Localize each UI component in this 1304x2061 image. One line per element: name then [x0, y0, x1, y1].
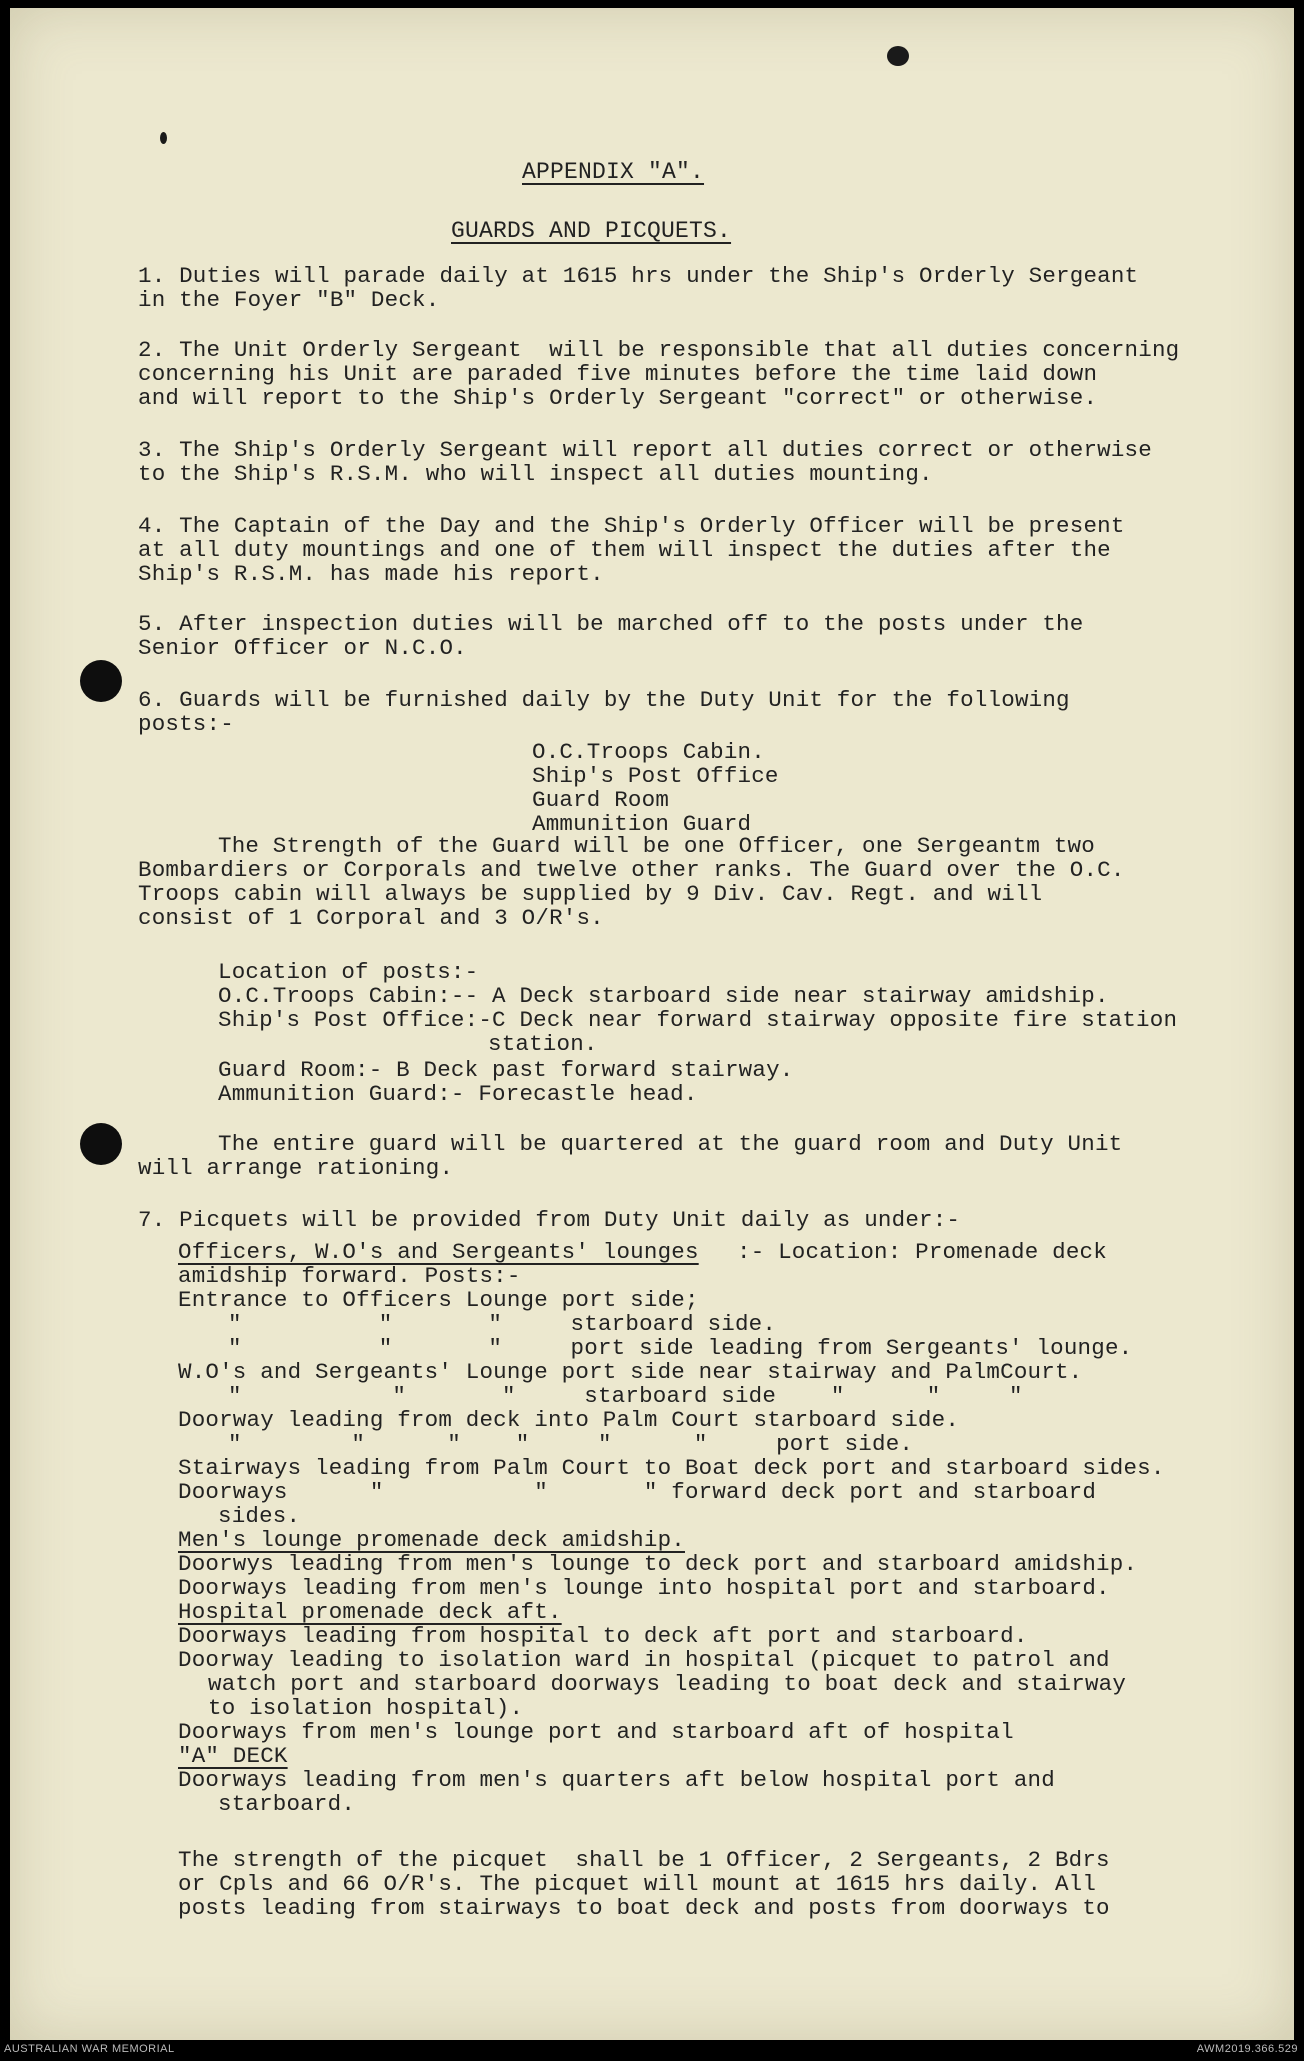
text-line: or Cpls and 66 O/R's. The picquet will mount at 1615 hrs daily. All — [178, 1871, 1097, 1897]
text-line: to the Ship's R.S.M. who will inspect all duties mounting. — [138, 461, 933, 487]
subheading: "A" DECK — [178, 1743, 288, 1769]
footer-source: AUSTRALIAN WAR MEMORIAL — [4, 2043, 175, 2055]
text-line: watch port and starboard doorways leading to boat deck and stairway — [208, 1671, 1127, 1697]
text-line: " " " " " " port side. — [228, 1431, 914, 1457]
text-line: Ammunition Guard:- Forecastle head. — [218, 1081, 698, 1107]
text-line: Troops cabin will always be supplied by 9 Div. Cav. Regt. and will — [138, 881, 1043, 907]
text-line: concerning his Unit are paraded five minutes before the time laid down — [138, 361, 1098, 387]
section-title: GUARDS AND PICQUETS. — [451, 218, 732, 244]
text-line: Doorways leading from men's quarters aft below hospital port and — [178, 1767, 1055, 1793]
ink-speck — [160, 132, 167, 144]
appendix-title: APPENDIX "A". — [522, 159, 705, 185]
text-line: posts:- — [138, 711, 234, 737]
text-line: consist of 1 Corporal and 3 O/R's. — [138, 905, 604, 931]
text-line: 3. The Ship's Orderly Sergeant will report all duties correct or otherwise — [138, 437, 1152, 463]
text-line: Doorways leading from hospital to deck aft port and starboard. — [178, 1623, 1028, 1649]
ink-blot — [887, 46, 909, 66]
subheading: Hospital promenade deck aft. — [178, 1599, 562, 1625]
text-line: 1. Duties will parade daily at 1615 hrs under the Ship's Orderly Sergeant — [138, 263, 1139, 289]
text-line: will arrange rationing. — [138, 1155, 454, 1181]
text-line: 7. Picquets will be provided from Duty Unit daily as under:- — [138, 1207, 961, 1233]
text-line: and will report to the Ship's Orderly Sergeant "correct" or otherwise. — [138, 385, 1098, 411]
text-line: to isolation hospital). — [208, 1695, 524, 1721]
text-line: Guard Room:- B Deck past forward stairway. — [218, 1057, 794, 1083]
footer-reference: AWM2019.366.529 — [1196, 2043, 1298, 2055]
subheading: Officers, W.O's and Sergeants' lounges — [178, 1239, 699, 1265]
post-item: Ammunition Guard — [532, 811, 752, 837]
text-line: The entire guard will be quartered at the guard room and Duty Unit — [218, 1131, 1123, 1157]
document-page — [10, 8, 1294, 2040]
text-line: Doorway leading from deck into Palm Court starboard side. — [178, 1407, 960, 1433]
text-line: sides. — [218, 1503, 301, 1529]
text-line: Doorways from men's lounge port and starboard aft of hospital — [178, 1719, 1014, 1745]
text-line: Entrance to Officers Lounge port side; — [178, 1287, 699, 1313]
text-line: W.O's and Sergeants' Lounge port side near stairway and PalmCourt. — [178, 1359, 1083, 1385]
text-line: Ship's R.S.M. has made his report. — [138, 561, 604, 587]
text-line: posts leading from stairways to boat deck and posts from doorways to — [178, 1895, 1110, 1921]
text-line: Doorways leading from men's lounge into hospital port and starboard. — [178, 1575, 1110, 1601]
text-line: Stairways leading from Palm Court to Boat deck port and starboard sides. — [178, 1455, 1165, 1481]
text-line: starboard. — [218, 1791, 356, 1817]
text-line: Bombardiers or Corporals and twelve other ranks. The Guard over the O.C. — [138, 857, 1125, 883]
text-line: O.C.Troops Cabin:-- A Deck starboard side near stairway amidship. — [218, 983, 1109, 1009]
text-line: Doorways " " " forward deck port and starboard — [178, 1479, 1097, 1505]
text-line: Doorwys leading from men's lounge to deck port and starboard amidship. — [178, 1551, 1138, 1577]
text-line: station. — [488, 1031, 598, 1057]
text-line: " " " starboard side " " " — [228, 1383, 1023, 1409]
post-item: Guard Room — [532, 787, 670, 813]
text-line: " " " starboard side. — [228, 1311, 777, 1337]
text-line: The strength of the picquet shall be 1 Officer, 2 Sergeants, 2 Bdrs — [178, 1847, 1110, 1873]
text-line: in the Foyer "B" Deck. — [138, 287, 440, 313]
text-line: 5. After inspection duties will be marched off to the posts under the — [138, 611, 1084, 637]
post-item: O.C.Troops Cabin. — [532, 739, 765, 765]
punch-hole-top — [80, 660, 122, 702]
text-line: Ship's Post Office:-C Deck near forward stairway opposite fire station — [218, 1007, 1178, 1033]
text-line: :- Location: Promenade deck — [737, 1239, 1107, 1265]
subheading: Men's lounge promenade deck amidship. — [178, 1527, 685, 1553]
text-line: 2. The Unit Orderly Sergeant will be responsible that all duties concerning — [138, 337, 1180, 363]
text-line: Senior Officer or N.C.O. — [138, 635, 467, 661]
text-line: 6. Guards will be furnished daily by the Duty Unit for the following — [138, 687, 1070, 713]
punch-hole-bottom — [80, 1123, 122, 1165]
text-line: 4. The Captain of the Day and the Ship's Orderly Officer will be present — [138, 513, 1125, 539]
text-line: Location of posts:- — [218, 959, 479, 985]
text-line: Doorway leading to isolation ward in hospital (picquet to patrol and — [178, 1647, 1110, 1673]
text-line: " " " port side leading from Sergeants' lounge. — [228, 1335, 1133, 1361]
text-line: at all duty mountings and one of them will inspect the duties after the — [138, 537, 1111, 563]
text-line: The Strength of the Guard will be one Officer, one Sergeantm two — [218, 833, 1095, 859]
post-item: Ship's Post Office — [532, 763, 779, 789]
text-line: amidship forward. Posts:- — [178, 1263, 521, 1289]
